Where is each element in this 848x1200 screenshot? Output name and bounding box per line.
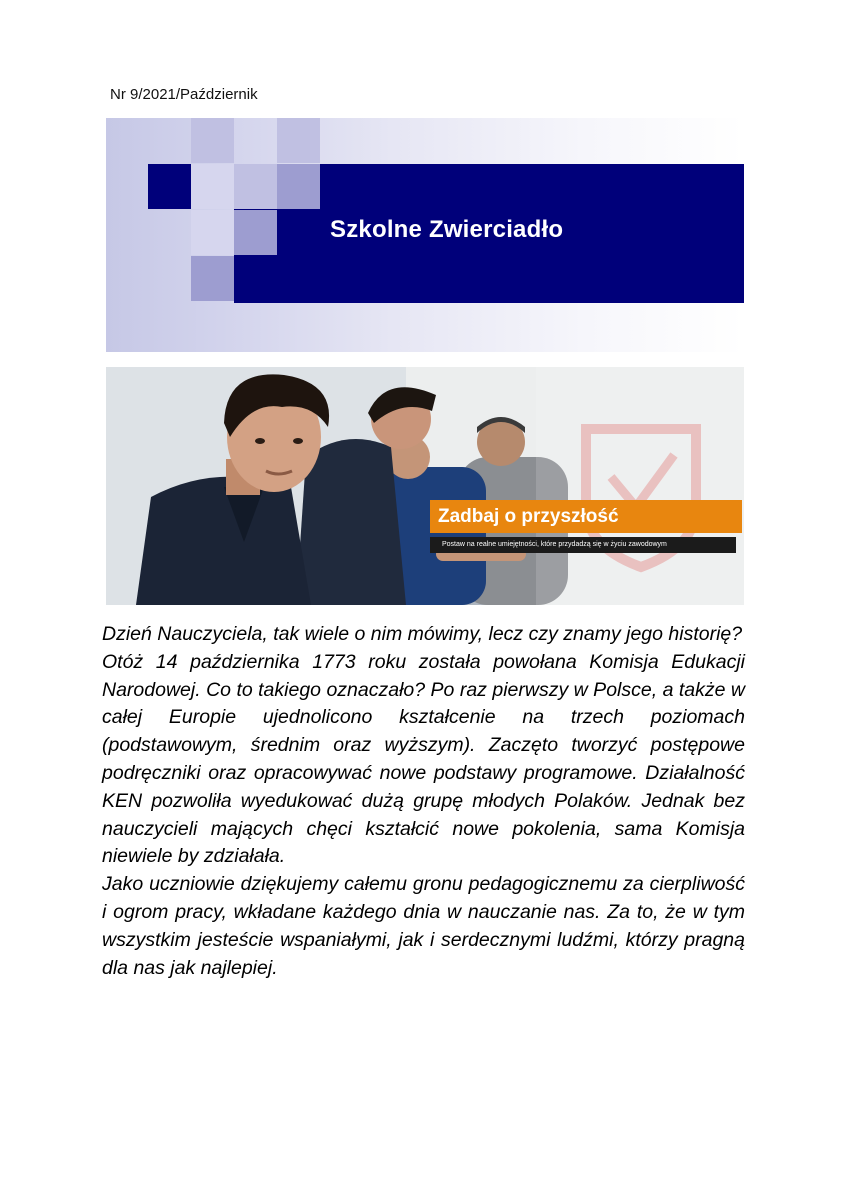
masthead-square bbox=[277, 164, 320, 209]
masthead-square bbox=[234, 164, 277, 209]
promo-headline: Zadbaj o przyszłość bbox=[430, 500, 742, 533]
masthead-square bbox=[148, 164, 191, 209]
masthead bbox=[106, 118, 744, 352]
masthead-square bbox=[277, 118, 320, 163]
students-workshop-illustration bbox=[106, 367, 744, 605]
newspaper-title: Szkolne Zwierciadło bbox=[330, 216, 564, 243]
article-paragraph: Otóż 14 października 1773 roku została powołana Komisja Edukacji Narodowej. Co to takiego oznaczało? Po raz pierwszy w Polsce, a także w całej Europie ujednolicono kształcenie na trzech poziomach (podstawowym, średnim oraz wyższym). Zaczęto tworzyć postępowe podręczniki oraz opracowywać nowe podstawy programowe. Działalność KEN pozwoliła wyedukować dużą grupę młodych Polaków. Jednak bez nauczycieli mających chęci kształcić nowe pokolenia, sama Komisja niewiele by zdziałała. bbox=[102, 650, 745, 868]
masthead-square bbox=[234, 210, 277, 255]
issue-number: Nr 9/2021/Październik bbox=[110, 86, 258, 103]
masthead-square bbox=[191, 256, 234, 301]
masthead-square bbox=[191, 118, 234, 163]
banner-photo bbox=[106, 367, 744, 605]
masthead-square bbox=[191, 210, 234, 255]
article-paragraph: Dzień Nauczyciela, tak wiele o nim mówimy, lecz czy znamy jego historię? bbox=[102, 623, 743, 645]
masthead-square bbox=[191, 164, 234, 209]
article-paragraph: Jako uczniowie dziękujemy całemu gronu pedagogicznemu za cierpliwość i ogrom pracy, wkładane każdego dnia w nauczanie nas. Za to, że w tym wszystkim jesteście wspaniałymi, jak i serdecznymi ludźmi, którzy pragną dla nas jak najlepiej. bbox=[102, 873, 745, 979]
promo-subline: Postaw na realne umiejętności, które przydadzą się w życiu zawodowym bbox=[430, 537, 736, 553]
article-body bbox=[102, 621, 745, 982]
